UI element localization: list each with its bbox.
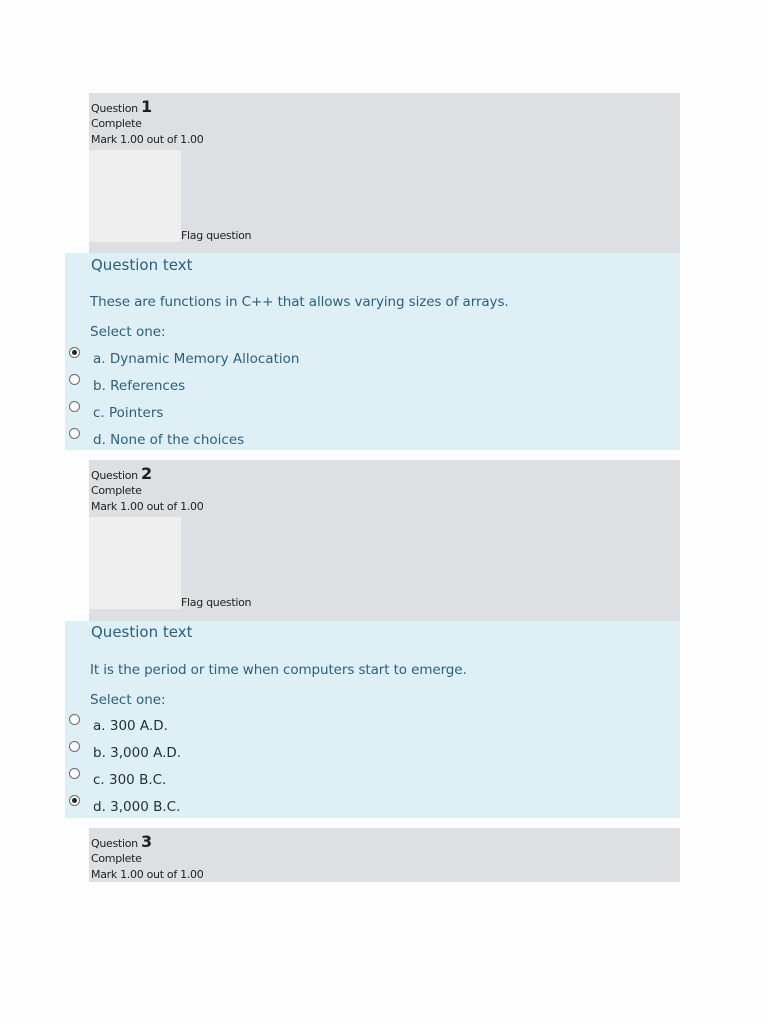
radio-selected-icon[interactable]	[69, 795, 80, 806]
question-2-answer-b[interactable]	[65, 741, 365, 765]
question-2-info	[89, 460, 680, 621]
question-1-info	[89, 93, 680, 253]
question-3-info	[89, 828, 680, 882]
question-2-number: Question 2	[91, 464, 152, 483]
question-1-number: Question 1	[91, 97, 152, 116]
question-1-flag-image[interactable]	[89, 150, 181, 242]
question-2-text: It is the period or time when computers start to emerge.	[90, 662, 467, 678]
question-1-answer-d[interactable]	[65, 428, 365, 452]
question-2-state: Complete	[91, 484, 142, 497]
radio-icon[interactable]	[69, 768, 80, 779]
question-3-state: Complete	[91, 852, 142, 865]
radio-icon[interactable]	[69, 428, 80, 439]
question-2-flag-image[interactable]	[89, 517, 181, 609]
question-2-answer-c[interactable]	[65, 768, 365, 792]
radio-icon[interactable]	[69, 741, 80, 752]
radio-icon[interactable]	[69, 714, 80, 725]
question-1-formulation	[65, 253, 680, 450]
question-1-text: These are functions in C++ that allows varying sizes of arrays.	[90, 294, 509, 310]
question-1-text-heading: Question text	[91, 256, 193, 274]
question-1-answer-b[interactable]	[65, 374, 365, 398]
question-1-flag-label[interactable]: Flag question	[181, 229, 252, 242]
answer-label: d. 3,000 B.C.	[93, 799, 181, 815]
question-3-number: Question 3	[91, 832, 152, 851]
question-2-formulation	[65, 621, 680, 818]
question-2-text-heading: Question text	[91, 623, 193, 641]
question-3-grade: Mark 1.00 out of 1.00	[91, 868, 204, 881]
question-2-answer-d[interactable]	[65, 795, 365, 819]
question-2-grade: Mark 1.00 out of 1.00	[91, 500, 204, 513]
answer-label: c. Pointers	[93, 405, 164, 421]
answer-label: a. 300 A.D.	[93, 718, 168, 734]
question-1-prompt: Select one:	[90, 324, 166, 340]
answer-label: a. Dynamic Memory Allocation	[93, 351, 300, 367]
question-2-prompt: Select one:	[90, 692, 166, 708]
question-1-grade: Mark 1.00 out of 1.00	[91, 133, 204, 146]
radio-selected-icon[interactable]	[69, 347, 80, 358]
radio-icon[interactable]	[69, 401, 80, 412]
question-1-answer-a[interactable]	[65, 347, 365, 371]
answer-label: b. References	[93, 378, 186, 394]
radio-icon[interactable]	[69, 374, 80, 385]
question-2-answer-a[interactable]	[65, 714, 365, 738]
question-1-state: Complete	[91, 117, 142, 130]
question-1-answer-c[interactable]	[65, 401, 365, 425]
answer-label: c. 300 B.C.	[93, 772, 167, 788]
question-2-flag-label[interactable]: Flag question	[181, 596, 252, 609]
answer-label: b. 3,000 A.D.	[93, 745, 182, 761]
answer-label: d. None of the choices	[93, 432, 245, 448]
